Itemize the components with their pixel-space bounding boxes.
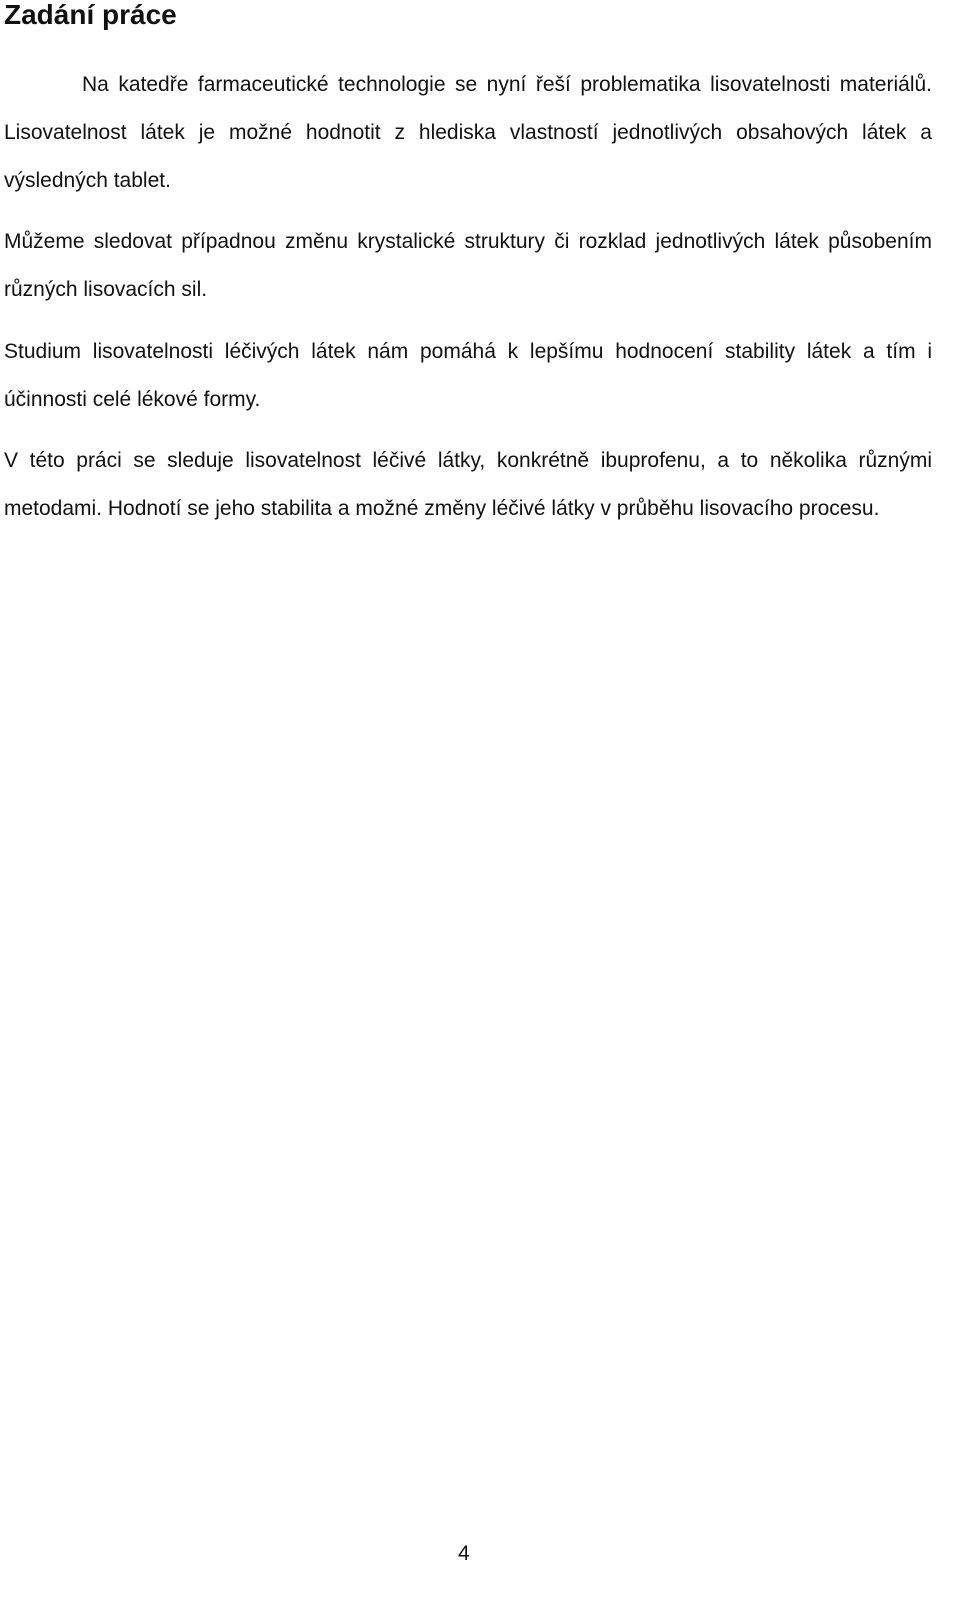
paragraph-intro: Na katedře farmaceutické technologie se nyní řeší problematika lisovatelnosti materiálů. Lisovatelnost látek je možné hodnotit z hlediska vlastností jednotlivých obsahových látek a výsledných tablet. [4,73,932,192]
paragraph-crystal-structure: Můžeme sledovat případnou změnu krystalické struktury či rozklad jednotlivých látek působením různých lisovacích sil. [4,230,932,301]
page-title: Zadání práce [4,0,177,30]
page-number: 4 [458,1542,470,1565]
paragraph-stability-study: Studium lisovatelnosti léčivých látek nám pomáhá k lepšímu hodnocení stability látek a tím i účinnosti celé lékové formy. [4,340,932,411]
paragraph-ibuprofen-methods: V této práci se sleduje lisovatelnost léčivé látky, konkrétně ibuprofenu, a to několika různými metodami. Hodnotí se jeho stabilita a možné změny léčivé látky v průběhu lisovacího procesu. [4,449,932,520]
